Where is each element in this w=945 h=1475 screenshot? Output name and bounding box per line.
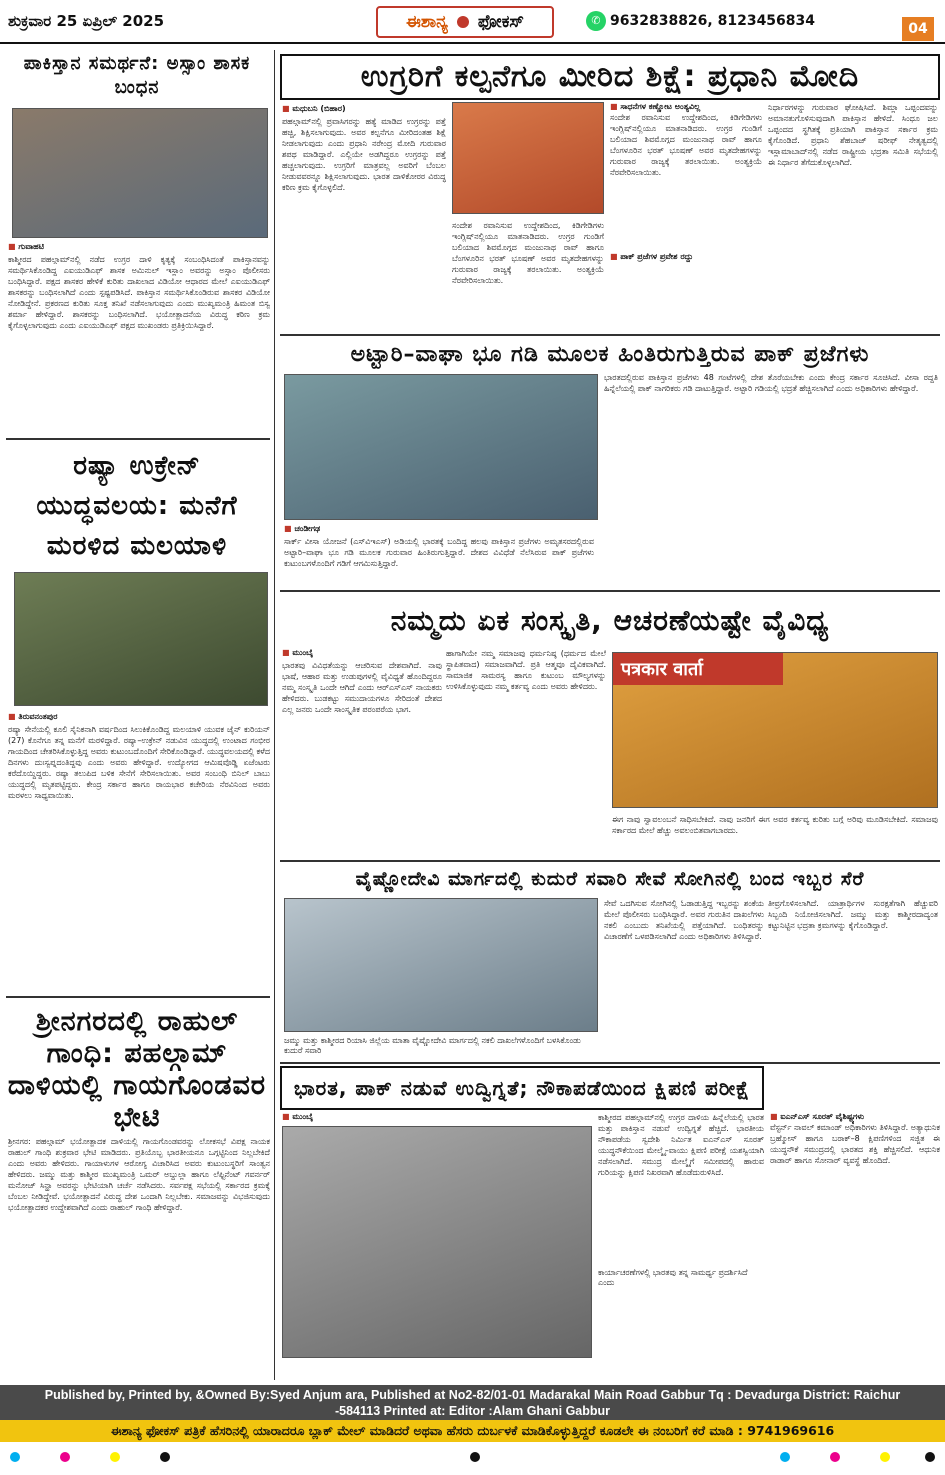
registration-mark: [60, 1452, 70, 1462]
logo-text-2: ಫೋಕಸ್: [477, 12, 524, 32]
dateline-pak-support: ■ ಗುವಾಹಟಿ: [8, 242, 44, 252]
body-navy-2: ವೆಸ್ಟರ್ನ್ ನಾವಲ್ ಕಮಾಂಡ್ ಅಧಿಕಾರಿಗಳು ತಿಳಿಸಿದ್ದಾರೆ. ಅತ್ಯಾಧುನಿಕ ಬ್ರಹ್ಮೋಸ್ ಹಾಗೂ ಬರಾಕ್–8 ಕ್ಷಿಪಣಿಗಳಿಂದ ಸಜ್ಜಿತ ಈ ಯುದ್ಧನೌಕೆ ಸಮುದ್ರದಲ್ಲಿ ಭಾರತದ ಶಕ್ತಿ ಹೆಚ್ಚಿಸಲಿದೆ. ಆಧುನಿಕ ರಾಡಾರ್ ಹಾಗೂ ಸೋನಾರ್ ವ್ಯವಸ್ಥೆ ಹೊಂದಿದೆ.: [770, 1123, 940, 1165]
separator: [280, 1062, 940, 1064]
caption-navy: ಕಾರ್ಯಾಚರಣೆಗಳಲ್ಲಿ ಭಾರತವು ತನ್ನ ಸಾಮರ್ಥ್ಯ ಪ್ರದರ್ಶಿಸಿದೆ ಎಂದು: [598, 1268, 748, 1287]
body-modi-1: ಪಹಲ್ಗಾಮ್‌ನಲ್ಲಿ ಪ್ರವಾಸಿಗರನ್ನು ಹತ್ಯೆ ಮಾಡಿದ ಉಗ್ರರನ್ನು ಪತ್ತೆ ಹಚ್ಚಿ, ಶಿಕ್ಷಿಸಲಾಗುವುದು. ಅವರ ಕಲ್ಪನೆಗೂ ಮೀರಿದಂತಹ ಶಿಕ್ಷೆ ನೀಡಲಾಗುವುದು ಎಂದು ಪ್ರಧಾನಿ ನರೇಂದ್ರ ಮೋದಿ ಗುರುವಾರ ಶಪಥ ಮಾಡಿದ್ದಾರೆ. ಎಲ್ಲಿಯೇ ಅಡಗಿದ್ದರೂ ಉಗ್ರರನ್ನು ಪತ್ತೆ ಹಚ್ಚಲಾಗುವುದು. ಉಗ್ರರಿಗೆ ಮಾತ್ರವಲ್ಲ ಅವರಿಗೆ ಬೆಂಬಲ ನೀಡುವವರನ್ನೂ ಶಿಕ್ಷಿಸಲಾಗುವುದು. ಭಾರತ ದಾಳಿಕೋರರ ವಿರುದ್ಧ ಕಠಿಣ ಕ್ರಮ ಕೈಗೊಳ್ಳಲಿದೆ.: [282, 117, 446, 192]
body-modi-2b: ಸಂದೇಶ ರವಾನಿಸುವ ಉದ್ದೇಶದಿಂದ, ಕಿಡಿಗೇಡಿಗಳು ಇಂಗ್ಲಿಷ್‌ನಲ್ಲಿಯೂ ಮಾತನಾಡಿದರು. ಉಗ್ರರ ಗುಂಡಿಗೆ ಬಲಿಯಾದ ಶಿವಮೊಗ್ಗದ ಮಂಜುನಾಥ ರಾವ್ ಹಾಗೂ ಬೆಂಗಳೂರಿನ ಭರತ್ ಭೂಷಣ್ ಅವರ ಮೃತದೇಹಗಳನ್ನು ಗುರುವಾರ ರಾಜ್ಯಕ್ಕೆ ತರಲಾಯಿತು. ಅಂತ್ಯಕ್ರಿಯೆ ನೆರವೇರಿಸಲಾಯಿತು.: [610, 113, 762, 177]
headline-attari: ಅಟ್ಟಾರಿ–ವಾಘಾ ಭೂ ಗಡಿ ಮೂಲಕ ಹಿಂತಿರುಗುತ್ತಿರುವ ಪಾಕ್ ಪ್ರಜೆಗಳು: [350, 342, 870, 367]
contact-phones: [586, 11, 815, 31]
banner-text: पत्रकार वार्ता: [613, 653, 783, 685]
photo-arrest: [12, 108, 268, 238]
navy-column-right: [770, 1112, 940, 1360]
body-attari-1: ಸಾರ್ಕ್ ವೀಸಾ ಯೋಜನೆ (ಎಸ್‌ವಿಇಎಸ್) ಅಡಿಯಲ್ಲಿ ಭಾರತಕ್ಕೆ ಬಂದಿದ್ದ ಹಲವು ಪಾಕಿಸ್ತಾನ ಪ್ರಜೆಗಳು ಅಮೃತಸರದಲ್ಲಿರುವ ಅಟ್ಟಾರಿ–ವಾಘಾ ಭೂ ಗಡಿ ಮೂಲಕ ಗುರುವಾರ ಹಿಂತಿರುಗುತ್ತಿದ್ದಾರೆ. ದೇಶದ ವಿವಿಧೆಡೆ ನೆಲೆಸಿರುವ ಪಾಕ್ ಪ್ರಜೆಗಳು ಕುಟುಂಬಗಳೊಂದಿಗೆ ಗಡಿಗೆ ಆಗಮಿಸುತ್ತಿದ್ದಾರೆ.: [284, 537, 594, 568]
imprint-line-1: Published by, Printed by, &Owned By:Syed Anjum ara, Published at No2-82/01-01 Madarakal Main Road Gabbur Tq : Devadurga District: Raichur: [44, 1388, 901, 1402]
photo-warship: [282, 1126, 592, 1358]
registration-mark: [160, 1452, 170, 1462]
separator: [280, 590, 940, 592]
dateline-modi: ■ ಮಧುಬನಿ (ಬಿಹಾರ): [282, 104, 346, 114]
phone-numbers: 9632838826, 8123456834: [610, 13, 816, 29]
dateline-attari: ■ ಚಂಡೀಗಢ: [284, 524, 320, 534]
body-culture-3: ಈಗ ನಾವು ಸ್ವಾವಲಂಬನೆ ಸಾಧಿಸಬೇಕಿದೆ. ನಾವು ಜನರಿಗೆ ಈಗ ಅವರ ಕರ್ತವ್ಯ ಕುರಿತು ಬಗ್ಗೆ ಅರಿವು ಮೂಡಿಸಬೇಕಿದೆ. ಸಮಾಜವು ಸರ್ಕಾರದ ಮೇಲೆ ಹೆಚ್ಚು ಅವಲಂಬಿತವಾಗಬಾರದು.: [612, 815, 938, 835]
body-navy-1: ಕಾಶ್ಮೀರದ ಪಹಲ್ಗಾಮ್‌ನಲ್ಲಿ ಉಗ್ರರ ದಾಳಿಯ ಹಿನ್ನೆಲೆಯಲ್ಲಿ ಭಾರತ ಮತ್ತು ಪಾಕಿಸ್ತಾನ ನಡುವೆ ಉದ್ವಿಗ್ನತೆ ಹೆಚ್ಚಿದೆ. ಭಾರತೀಯ ನೌಕಾಪಡೆಯ ಸ್ವದೇಶಿ ನಿರ್ಮಿತ ಐಎನ್‌ಎಸ್ ಸೂರತ್ ಯುದ್ಧನೌಕೆಯಿಂದ ಮೇಲ್ಮೈ–ವಾಯು ಕ್ಷಿಪಣಿ ಪರೀಕ್ಷೆ ಯಶಸ್ವಿಯಾಗಿ ನಡೆಸಲಾಗಿದೆ. ಸಮುದ್ರ ಮೇಲ್ಮೈಗೆ ಸಮೀಪದಲ್ಲಿ ಹಾರುವ ಗುರಿಯನ್ನು ಕ್ಷಿಪಣಿ ನಿಖರವಾಗಿ ಹೊಡೆದುರುಳಿಸಿದೆ.: [598, 1113, 764, 1177]
registration-mark: [880, 1452, 890, 1462]
body-culture-1: ಭಾರತವು ವಿವಿಧತೆಯನ್ನು ಆಚರಿಸುವ ದೇಶವಾಗಿದೆ. ನಾವು ಭಾಷೆ, ಆಹಾರ ಮತ್ತು ಉಡುಪುಗಳಲ್ಲಿ ವೈವಿಧ್ಯತೆ ಹೊಂದಿದ್ದರೂ ನಮ್ಮ ಸಂಸ್ಕೃತಿ ಒಂದೇ ಆಗಿದೆ ಎಂದು ಆರ್‌ಎಸ್‌ಎಸ್ ನಾಯಕರು ಹೇಳಿದರು. ಬುಡಕಟ್ಟು ಸಮುದಾಯಗಳೂ ಸೇರಿದಂತೆ ದೇಶದ ಎಲ್ಲ ಜನರು ಒಂದೇ ಸಾಂಸ್ಕೃತಿಕ ಪರಂಪರೆಯ ಭಾಗ.: [282, 661, 442, 714]
body-vaishno-1: ಸೇವೆ ಒದಗಿಸುವ ಸೋಗಿನಲ್ಲಿ ಓಡಾಡುತ್ತಿದ್ದ ಇಬ್ಬರನ್ನು ಶಂಕೆಯ ಮೇಲೆ ಪೊಲೀಸರು ಬಂಧಿಸಿದ್ದಾರೆ. ಅವರ ಗುರುತಿನ ದಾಖಲೆಗಳು ನಕಲಿ ಎಂಬುದು ತನಿಖೆಯಲ್ಲಿ ಪತ್ತೆಯಾಗಿದೆ. ಬಂಧಿತರನ್ನು ವಿಚಾರಣೆಗೆ ಒಳಪಡಿಸಲಾಗಿದೆ ಎಂದು ಅಧಿಕಾರಿಗಳು ತಿಳಿಸಿದ್ದಾರೆ.: [604, 899, 764, 941]
body-culture-2: ಹಾಗಾಗಿಯೇ ನಮ್ಮ ಸಮಾಜವು ಧರ್ಮನಿಷ್ಠ (ಧರ್ಮದ ಮೇಲೆ ಸ್ಥಾಪಿತವಾದ) ಸಮಾಜವಾಗಿದೆ. ಪ್ರತಿ ಆತ್ಮವೂ ದೈವಿಕವಾಗಿದೆ. ಸಾಮಾಜಿಕ ಸಾಮರಸ್ಯ ಹಾಗೂ ಕುಟುಂಬ ಮೌಲ್ಯಗಳನ್ನು ಉಳಿಸಿಕೊಳ್ಳುವುದು ನಮ್ಮ ಕರ್ತವ್ಯ ಎಂದು ಅವರು ಹೇಳಿದರು.: [446, 649, 606, 691]
body-vaishno-2: ತೀವ್ರಗೊಳಿಸಲಾಗಿದೆ. ಯಾತ್ರಾರ್ಥಿಗಳ ಸುರಕ್ಷತೆಗಾಗಿ ಹೆಚ್ಚುವರಿ ಸಿಬ್ಬಂದಿ ನಿಯೋಜಿಸಲಾಗಿದೆ. ಜಮ್ಮು ಮತ್ತು ಕಾಶ್ಮೀರದಾದ್ಯಂತ ಕಟ್ಟುನಿಟ್ಟಿನ ಭದ್ರತಾ ಕ್ರಮಗಳನ್ನು ಕೈಗೊಂಡಿದ್ದಾರೆ.: [768, 899, 938, 930]
whatsapp-icon: ✆: [586, 11, 606, 31]
registration-mark: [110, 1452, 120, 1462]
body-russia: ರಷ್ಯಾ ಸೇನೆಯಲ್ಲಿ ಕೂಲಿ ಸೈನಿಕನಾಗಿ ವರ್ಷದಿಂದ ಸಿಲುಕಿಕೊಂಡಿದ್ದ ಮಲಯಾಳಿ ಯುವಕ ಜೈನ್ ಕುರಿಯನ್ (27) ಕೊನೆಗೂ ತನ್ನ ಮನೆಗೆ ಮರಳಿದ್ದಾರೆ. ರಷ್ಯಾ–ಉಕ್ರೇನ್ ನಡುವಿನ ಯುದ್ಧದಲ್ಲಿ ಉಂಟಾದ ಗಂಭೀರ ಗಾಯದಿಂದ ಚೇತರಿಸಿಕೊಳ್ಳುತ್ತಿದ್ದ ಅವರು ಕುಟುಂಬದೊಂದಿಗೆ ಸೇರಿಕೊಂಡಿದ್ದಾರೆ. ಯುದ್ಧವಲಯದಲ್ಲಿ ಕಳೆದ ದಿನಗಳು ದುಃಸ್ವಪ್ನದಂತಿದ್ದವು ಎಂದು ಅವರು ಹೇಳಿದ್ದಾರೆ. ಉದ್ಯೋಗದ ಆಮಿಷವೊಡ್ಡಿ ಏಜೆಂಟರು ಕರೆದೊಯ್ದಿದ್ದರು. ರಷ್ಯಾ ತಲುಪಿದ ಬಳಿಕ ಸೇನೆಗೆ ಸೇರಿಸಲಾಯಿತು. ಅವರ ಸಂಬಂಧಿ ಬಿನಿಲ್ ಬಾಬು ಯುದ್ಧದಲ್ಲಿ ಮೃತಪಟ್ಟಿದ್ದರು. ಕೇಂದ್ರ ಸರ್ಕಾರ ಹಾಗೂ ರಾಯಭಾರ ಕಚೇರಿಯ ನೆರವಿನಿಂದ ಅವರು ಮರಳಲು ಸಾಧ್ಯವಾಯಿತು.: [8, 725, 270, 800]
separator: [6, 438, 270, 440]
separator: [6, 996, 270, 998]
dateline-culture: ■ ಮುಂಬೈ: [282, 648, 313, 658]
photo-border: [284, 374, 598, 520]
registration-mark: [10, 1452, 20, 1462]
headline-culture: ನಮ್ಮದು ಏಕ ಸಂಸ್ಕೃತಿ, ಆಚರಣೆಯಷ್ಟೇ ವೈವಿಧ್ಯ: [390, 604, 830, 637]
modi-column-3: [610, 102, 762, 332]
headline-navy: ಭಾರತ, ಪಾಕ್ ನಡುವೆ ಉದ್ವಿಗ್ನತೆ; ನೌಕಾಪಡೆಯಿಂದ ಕ್ಷಿಪಣಿ ಪರೀಕ್ಷೆ: [280, 1066, 764, 1110]
page-number: 04: [902, 17, 934, 41]
photo-pilgrims: [284, 898, 598, 1032]
caption-vaishno: ಜಮ್ಮು ಮತ್ತು ಕಾಶ್ಮೀರದ ರಿಯಾಸಿ ಜಿಲ್ಲೆಯ ಮಾತಾ ವೈಷ್ಣೋದೇವಿ ಮಾರ್ಗದಲ್ಲಿ ನಕಲಿ ದಾಖಲೆಗಳೊಂದಿಗೆ ಬಳಸಿಕೊಂಡು ಕುದುರೆ ಸವಾರಿ: [284, 1036, 581, 1055]
logo-text-1: ಈಶಾನ್ಯ: [406, 12, 448, 32]
newspaper-logo[interactable]: [376, 6, 554, 38]
masthead: [0, 0, 945, 44]
imprint-line-2: -584113 Printed at: Editor :Alam Ghani Gabbur: [334, 1404, 611, 1418]
logo-emblem-icon: [457, 16, 469, 28]
separator: [280, 334, 940, 336]
headline-rahul: ಶ್ರೀನಗರದಲ್ಲಿ ರಾಹುಲ್ ಗಾಂಧಿ: ಪಹಲ್ಗಾಮ್ ದಾಳಿಯಲ್ಲಿ ಗಾಯಗೊಂಡವರ ಭೇಟಿ: [7, 1006, 267, 1133]
body-modi-2: ಸಂದೇಶ ರವಾನಿಸುವ ಉದ್ದೇಶದಿಂದ, ಕಿಡಿಗೇಡಿಗಳು ಇಂಗ್ಲಿಷ್‌ನಲ್ಲಿಯೂ ಮಾತನಾಡಿದರು. ಉಗ್ರರ ಗುಂಡಿಗೆ ಬಲಿಯಾದ ಶಿವಮೊಗ್ಗದ ಮಂಜುನಾಥ ರಾವ್ ಹಾಗೂ ಬೆಂಗಳೂರಿನ ಭರತ್ ಭೂಷಣ್ ಅವರ ಮೃತದೇಹಗಳನ್ನು ಗುರುವಾರ ರಾಜ್ಯಕ್ಕೆ ತರಲಾಯಿತು. ಅಂತ್ಯಕ್ರಿಯೆ ನೆರವೇರಿಸಲಾಯಿತು.: [452, 221, 604, 285]
subhead-navy: ■ ಐಎನ್‌ಎಸ್ ಸೂರತ್ ವೈಶಿಷ್ಟ್ಯಗಳು: [770, 1112, 940, 1122]
body-attari-2: ಭಾರತದಲ್ಲಿರುವ ಪಾಕಿಸ್ತಾನ ಪ್ರಜೆಗಳು 48 ಗಂಟೆಗಳಲ್ಲಿ ದೇಶ ತೊರೆಯಬೇಕು ಎಂದು ಕೇಂದ್ರ ಸರ್ಕಾರ ಸೂಚಿಸಿದೆ. ವೀಸಾ ರದ್ದತಿ ಹಿನ್ನೆಲೆಯಲ್ಲಿ ಪಾಕ್ ನಾಗರಿಕರು ಗಡಿ ದಾಟುತ್ತಿದ್ದಾರೆ. ಅಟ್ಟಾರಿ ಗಡಿಯಲ್ಲಿ ಭದ್ರತೆ ಹೆಚ್ಚಿಸಲಾಗಿದೆ ಎಂದು ಅಧಿಕಾರಿಗಳು ಹೇಳಿದ್ದಾರೆ.: [604, 373, 938, 393]
photo-artillery: [14, 572, 268, 706]
body-pak-support: ಕಾಶ್ಮೀರದ ಪಹಲ್ಗಾಮ್‌ನಲ್ಲಿ ನಡೆದ ಉಗ್ರರ ದಾಳಿ ಕೃತ್ಯಕ್ಕೆ ಸಂಬಂಧಿಸಿದಂತೆ ಪಾಕಿಸ್ತಾನವನ್ನು ಸಮರ್ಥಿಸಿಕೊಂಡಿದ್ದ ಎಐಯುಡಿಎಫ್ ಶಾಸಕ ಅಮಿನುಲ್ ಇಸ್ಲಾಂ ಅವರನ್ನು ಅಸ್ಸಾಂ ಪೊಲೀಸರು ಬಂಧಿಸಿದ್ದಾರೆ. ಪಕ್ಷದ ಶಾಸಕರ ಹೇಳಿಕೆ ಕುರಿತು ದಾಖಲಾದ ವಿಡಿಯೋ ಆಧಾರದ ಮೇಲೆ ಎಐಯುಡಿಎಫ್ ಶಾಸಕರನ್ನು ಬಂಧಿಸಲಾಗಿದೆ ಎಂದು ಸ್ಪಷ್ಟಪಡಿಸಿದೆ. ಪಾಕಿಸ್ತಾನ ಸಮರ್ಥಿಸಿಕೊಂಡಿರುವ ಶಾಸಕರ ವಿಡಿಯೋ ನೋಡಿದ್ದೇನೆ. ಪ್ರಕರಣದ ಕುರಿತು ಸೂಕ್ತ ತನಿಖೆ ನಡೆಸಲಾಗುವುದು ಎಂದು ಮುಖ್ಯಮಂತ್ರಿ ಹಿಮಂತ ಬಿಸ್ವ ಶರ್ಮಾ ಹೇಳಿದ್ದಾರೆ. ಶಾಸಕರನ್ನು ಬಂಧಿಸಲಾಗಿದೆ. ಭಯೋತ್ಪಾದನೆಯ ವಿರುದ್ಧ ಕಠಿಣ ಕ್ರಮ ಕೈಗೊಳ್ಳಲಾಗುವುದು ಎಂದು ಎಐಯುಡಿಎಫ್ ಪಕ್ಷದ ಮುಖಂಡರು ಪ್ರತಿಕ್ರಿಯಿಸಿದ್ದಾರೆ.: [8, 255, 270, 330]
photo-modi: [452, 102, 604, 214]
headline-vaishno: ವೈಷ್ಣೋದೇವಿ ಮಾರ್ಗದಲ್ಲಿ ಕುದುರೆ ಸವಾರಿ ಸೇವೆ ಸೋಗಿನಲ್ಲಿ ಬಂದ ಇಬ್ಬರ ಸೆರೆ: [355, 868, 865, 890]
headline-russia: ರಷ್ಯಾ ಉಕ್ರೇನ್ ಯುದ್ಧವಲಯ: ಮನೆಗೆ ಮರಳಿದ ಮಲಯಾಳಿ: [36, 451, 238, 561]
registration-mark: [470, 1452, 480, 1462]
separator: [280, 860, 940, 862]
photo-press-conference: [612, 652, 938, 808]
headline-modi: ಉಗ್ರರಿಗೆ ಕಲ್ಪನೆಗೂ ಮೀರಿದ ಶಿಕ್ಷೆ: ಪ್ರಧಾನಿ ಮೋದಿ: [280, 54, 940, 100]
registration-mark: [780, 1452, 790, 1462]
subhead-modi-2: ■ ಪಾಕ್ ಪ್ರಜೆಗಳ ಪ್ರವೇಶ ರದ್ದು: [610, 252, 762, 262]
dateline-russia: ■ ತಿರುವನಂತಪುರ: [8, 712, 57, 722]
body-rahul: ಶ್ರೀನಗರ: ಪಹಲ್ಗಾಮ್ ಭಯೋತ್ಪಾದಕ ದಾಳಿಯಲ್ಲಿ ಗಾಯಗೊಂಡವರನ್ನು ಲೋಕಸಭೆ ವಿಪಕ್ಷ ನಾಯಕ ರಾಹುಲ್ ಗಾಂಧಿ ಶುಕ್ರವಾರ ಭೇಟಿ ಮಾಡಿದರು. ಪ್ರತಿಯೊಬ್ಬ ಭಾರತೀಯನೂ ಒಗ್ಗಟ್ಟಿನಿಂದ ನಿಲ್ಲಬೇಕಿದೆ ಎಂದು ಅವರು ಹೇಳಿದರು. ಗಾಯಾಳುಗಳ ಆರೋಗ್ಯ ವಿಚಾರಿಸಿದ ಅವರು ಕುಟುಂಬಸ್ಥರಿಗೆ ಸಾಂತ್ವನ ಹೇಳಿದರು. ಜಮ್ಮು ಮತ್ತು ಕಾಶ್ಮೀರ ಮುಖ್ಯಮಂತ್ರಿ ಒಮರ್ ಅಬ್ದುಲ್ಲಾ ಹಾಗೂ ಲೆಫ್ಟಿನೆಂಟ್ ಗವರ್ನರ್ ಮನೋಜ್ ಸಿನ್ಹಾ ಅವರನ್ನು ಭೇಟಿಯಾಗಿ ಚರ್ಚೆ ನಡೆಸಿದರು. ಸರ್ವಪಕ್ಷ ಸಭೆಯಲ್ಲಿ ಸರ್ಕಾರದ ಕ್ರಮಕ್ಕೆ ಬೆಂಬಲ ನೀಡಿದ್ದೇವೆ. ಭಯೋತ್ಪಾದನೆ ವಿರುದ್ಧ ದೇಶ ಒಂದಾಗಿ ನಿಲ್ಲಬೇಕು. ಸಮಾಜವನ್ನು ವಿಭಜಿಸುವುದು ಭಯೋತ್ಪಾದಕರ ಉದ್ದೇಶವಾಗಿದೆ ಎಂದು ರಾಹುಲ್ ಗಾಂಧಿ ಹೇಳಿದ್ದಾರೆ.: [8, 1137, 270, 1212]
blackmail-notice: ಈಶಾನ್ಯ ಫೋಕಸ್ ಪತ್ರಿಕೆ ಹೆಸರಿನಲ್ಲಿ ಯಾರಾದರೂ ಬ್ಲಾಕ್ ಮೇಲ್ ಮಾಡಿದರೆ ಅಥವಾ ಹೆಸರು ದುರ್ಬಳಕೆ ಮಾಡಿಕೊಳ್ಳುತ್ತಿದ್ದರೆ ಕೂಡಲೇ ಈ ನಂಬರಿಗೆ ಕರೆ ಮಾಡಿ : 9741969616: [0, 1420, 945, 1442]
registration-mark: [925, 1452, 935, 1462]
body-modi-3: ನಿರ್ಧಾರಗಳನ್ನು ಗುರುವಾರ ಘೋಷಿಸಿದೆ. ಶಿಮ್ಲಾ ಒಪ್ಪಂದವನ್ನು ಅಮಾನತುಗೊಳಿಸುವುದಾಗಿ ಪಾಕಿಸ್ತಾನ ಹೇಳಿದೆ. ಸಿಂಧೂ ಜಲ ಒಪ್ಪಂದದ ಸ್ಥಗಿತಕ್ಕೆ ಪ್ರತಿಯಾಗಿ ಪಾಕಿಸ್ತಾನ ಸರ್ಕಾರ ಕ್ರಮ ಕೈಗೊಂಡಿದೆ. ಪ್ರಧಾನಿ ಶೆಹಬಾಜ್ ಷರೀಫ್ ನೇತೃತ್ವದಲ್ಲಿ ಇಸ್ಲಾಮಾಬಾದ್‌ನಲ್ಲಿ ನಡೆದ ರಾಷ್ಟ್ರೀಯ ಭದ್ರತಾ ಸಮಿತಿ ಸಭೆಯಲ್ಲಿ ಈ ನಿರ್ಧಾರ ತೆಗೆದುಕೊಳ್ಳಲಾಗಿದೆ.: [768, 103, 938, 167]
headline-pak-support: ಪಾಕಿಸ್ತಾನ ಸಮರ್ಥನೆ: ಅಸ್ಸಾಂ ಶಾಸಕ ಬಂಧನ: [23, 53, 251, 98]
column-divider: [274, 50, 275, 1380]
dateline-navy: ■ ಮುಂಬೈ: [282, 1112, 313, 1122]
imprint-footer: [0, 1385, 945, 1420]
registration-mark: [830, 1452, 840, 1462]
subhead-modi-1: ■ ಸಾಧನೆಗಳ ಕಣ್ಣೋಟ ಅಂತ್ಯವಿಲ್ಲ: [610, 102, 762, 112]
issue-date: ಶುಕ್ರವಾರ 25 ಏಪ್ರಿಲ್ 2025: [8, 12, 165, 30]
